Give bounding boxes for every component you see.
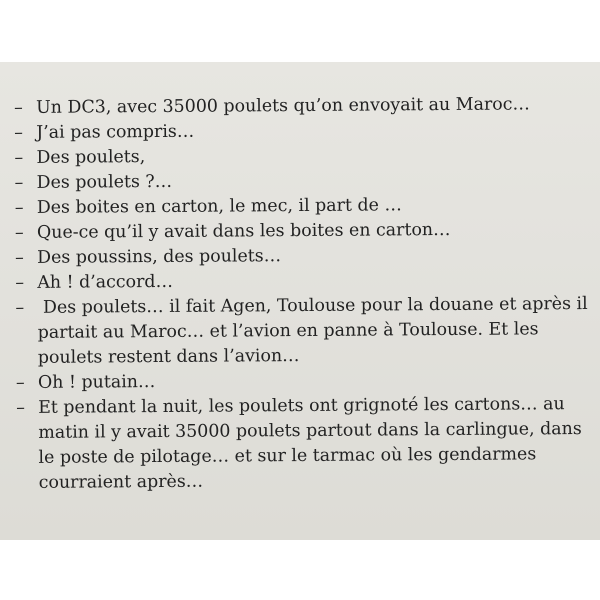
dialogue-line-text: Et pendant la nuit, les poulets ont grignoté les cartons… au matin il y avait 35000 poulets partout dans la carlingue, dans le poste de pilotage… et sur le tarmac où les gendarmes courraient après… [38,394,588,493]
dialogue-dash: – [16,397,25,418]
dialogue-dash: – [14,172,24,193]
dialogue-dash: – [15,247,24,268]
dialogue-dash: – [14,222,24,243]
dialogue-line-text: Des poulets… il fait Agen, Toulouse pour la douane et après il partait au Maroc… et l’avion en panne à Toulouse. Et les poulets restent dans l’avion… [37,293,594,368]
dialogue-line-text: J’ai pas compris… [36,121,195,143]
dialogue-line-text: Ah ! d’accord… [37,271,173,293]
dialogue-dash: – [15,272,25,293]
dialogue-dash: – [15,297,25,318]
book-page-photo [0,62,600,540]
dialogue-text [14,92,597,496]
dialogue-dash: – [15,372,25,393]
dialogue-dash: – [14,97,23,118]
dialogue-line [16,392,597,496]
dialogue-line-text: Oh ! putain… [37,372,156,393]
dialogue-line-text: Un DC3, avec 35000 poulets qu’on envoyait au Maroc… [36,94,530,118]
dialogue-dash: – [14,122,24,143]
dialogue-dash: – [14,147,24,168]
dialogue-line [15,292,596,371]
dialogue-line-text: Des poulets, [36,147,146,168]
dialogue-line-text: Des poulets ?… [36,171,173,193]
dialogue-line-text: Des poussins, des poulets… [37,246,282,268]
dialogue-dash: – [14,197,24,218]
dialogue-line-text: Des boites en carton, le mec, il part de … [36,195,402,218]
dialogue-line-text: Que-ce qu’il y avait dans les boites en carton… [36,219,451,243]
